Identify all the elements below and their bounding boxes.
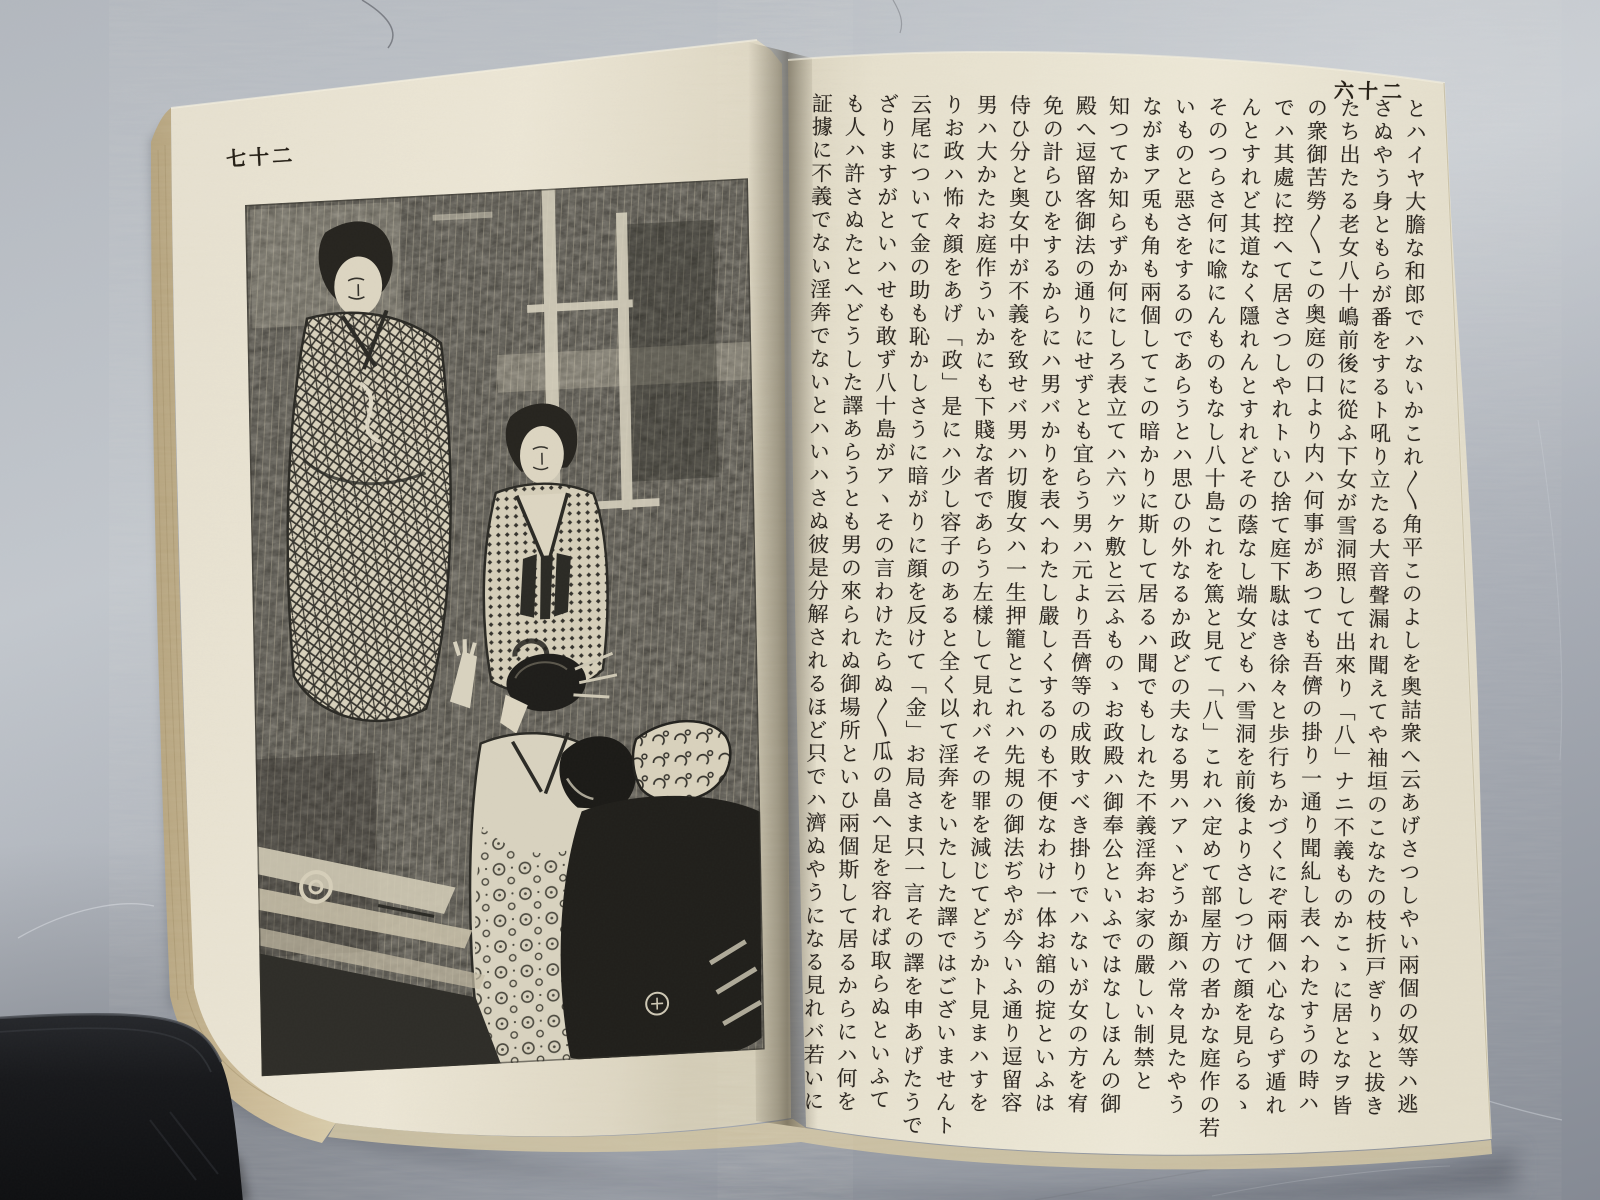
text-column: 証據に不義でない淫奔でないとハいハさぬ彼是分解されるほど只でハ濟ぬやうになる見れバ若いに bbox=[800, 92, 834, 1114]
text-column: ざりますがといハせも敢ず八十島がアヽその言わけたらぬ〱瓜の畠へ足を容れば取らぬといふて bbox=[866, 92, 900, 1112]
text-column: たち出たる老女八十嶋前後に從ふ下女が雪洞照して出來り「八」ナニ不義ものかこゝに居となヲ皆 bbox=[1328, 96, 1362, 1118]
text-column: 侍ひ分と奥女中が不義を致せバ男ハ切腹女ハ一生押籠とこれハ先規の御法ぢやが今いふ通り逗留容 bbox=[998, 94, 1032, 1116]
text-column: でハ其處に控へて居さつしやれトいひ捨て庭下駄はき徐々と歩行ちかづくにぞ兩個ハ心ならず遁れ bbox=[1262, 96, 1296, 1118]
page-number-right: 六十二 bbox=[1333, 78, 1407, 104]
text-column: 男ハ大かたお庭作ういかにも下賤な者であらう左樣して見れバその罪を減じてどうかト見まハすを bbox=[965, 93, 999, 1115]
text-column: そのつらさ何に喩にんものもなし八十島これを篤と見て「八」これハ定めて部屋方の者かな庭作の若 bbox=[1196, 95, 1230, 1140]
text-column: 殿へ逗留客御法の通りにせずとも宜らう男ハ元より吾儕等の成敗すべき掛りでハないが女の方を宥 bbox=[1064, 94, 1098, 1116]
text-column: いものと惡さをするのであらうとハ思ひの外なるか政どの夫なる男ハアヽどうか顔ハ常々見たやう bbox=[1163, 95, 1197, 1117]
text-column: 免の計らひをするからにハ男バかりを表へわたし嚴しくするのも不便なわけ一体お舘の掟といふは bbox=[1031, 94, 1065, 1116]
text-column: 知つてか知らずか何にしろ表立てハ六ッケ敷と云ふものゝお政殿ハ御奉公といふではなしほんの御 bbox=[1097, 94, 1131, 1116]
text-column: 云尾について金の助も恥かしさうに暗がりに顔を反けて「金」お局さま只一言その譯を申あげたうで bbox=[899, 93, 933, 1138]
text-column: の衆御苦勞〱この奥庭の口より内ハ何事があつても吾儕の掛り一通り聞糺し表へわたすうの時ハ bbox=[1295, 96, 1329, 1116]
text-column: も人ハ許さぬたとヘどうした譯あらうとも男の來られぬ御場所といひ兩個斯して居るからにハ何を bbox=[833, 92, 867, 1114]
text-column: さぬやう身ともらが番をするト吼り立たる大音聲漏れ聞えてや袖垣のこなたの枝折戸ぎりゝと拔き bbox=[1361, 97, 1395, 1119]
page-number-left: 七十二 bbox=[225, 142, 296, 172]
text-column: とハイヤ大膽な和郎でハないかこれ〱角平このよしを奥詰衆へ云あげさつしやい兩個の奴等ハ逃 bbox=[1394, 97, 1428, 1117]
text-column: りお政ハ怖々顔をあげ「政」是にハ少し容子のあると全く以て淫奔をいたした譯ではございませんト bbox=[932, 93, 966, 1138]
right-page-text-block bbox=[789, 92, 1431, 1143]
text-column: ながまア兎も角も兩個してこの暗かりに斯して居るハ聞でもしれた不義淫奔お家の嚴しい制禁と bbox=[1130, 95, 1164, 1094]
text-column: んとすれど其道なく隱れんとすれどその蔭なし端女どもハ雪洞を前後よりさしつけて顔を見らるゝ bbox=[1229, 96, 1263, 1118]
